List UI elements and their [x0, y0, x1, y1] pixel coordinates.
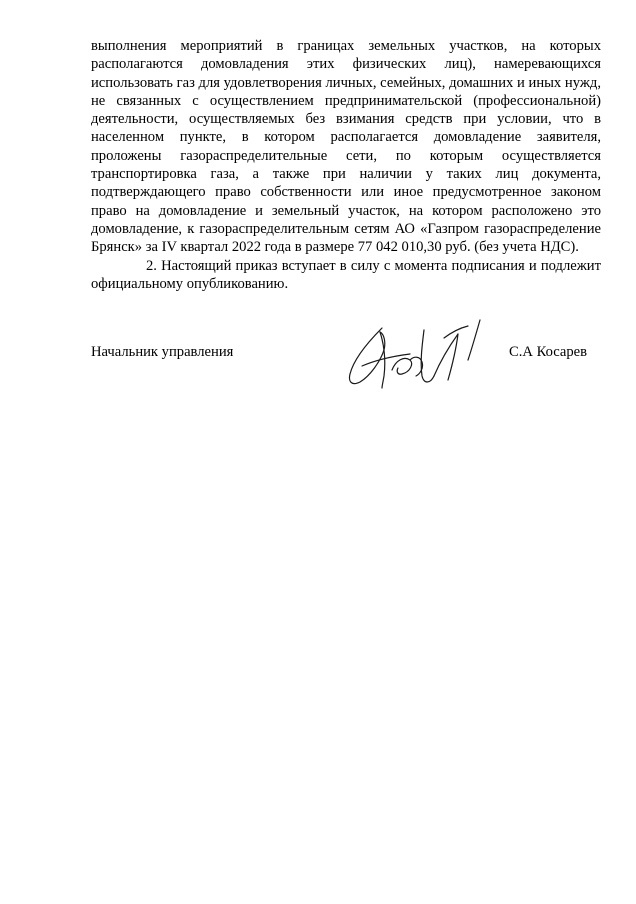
document-body	[91, 37, 601, 293]
paragraph-2: 2. Настоящий приказ вступает в силу с момента подписания и подлежит официальному опубликованию.	[91, 257, 601, 292]
signatory-position: Начальник управления	[91, 344, 234, 360]
handwritten-signature	[340, 310, 490, 395]
signatory-name: С.А Косарев	[509, 344, 588, 360]
paragraph-continuation: выполнения мероприятий в границах земельных участков, на которых располагаются домовладения этих физических лиц), намеревающихся использовать газ для удовлетворения личных, семейных, домашних и иных нужд, не связанных с осуществлением предпринимательской (профессиональной) деятельности, осуществляемых без взимания средств при условии, что в населенном пункте, в котором располагается домовладение заявителя, проложены газораспределительные сети, по которым осуществляется транспортировка газа, а также при наличии у таких лиц документа, подтверждающего право собственности или иное предусмотренное законом право на домовладение и земельный участок, на котором расположено это домовладение, к газораспределительным сетям АО «Газпром газораспределение Брянск» за IV квартал 2022 года в размере 77 042 010,30 руб. (без учета НДС).	[91, 38, 601, 256]
